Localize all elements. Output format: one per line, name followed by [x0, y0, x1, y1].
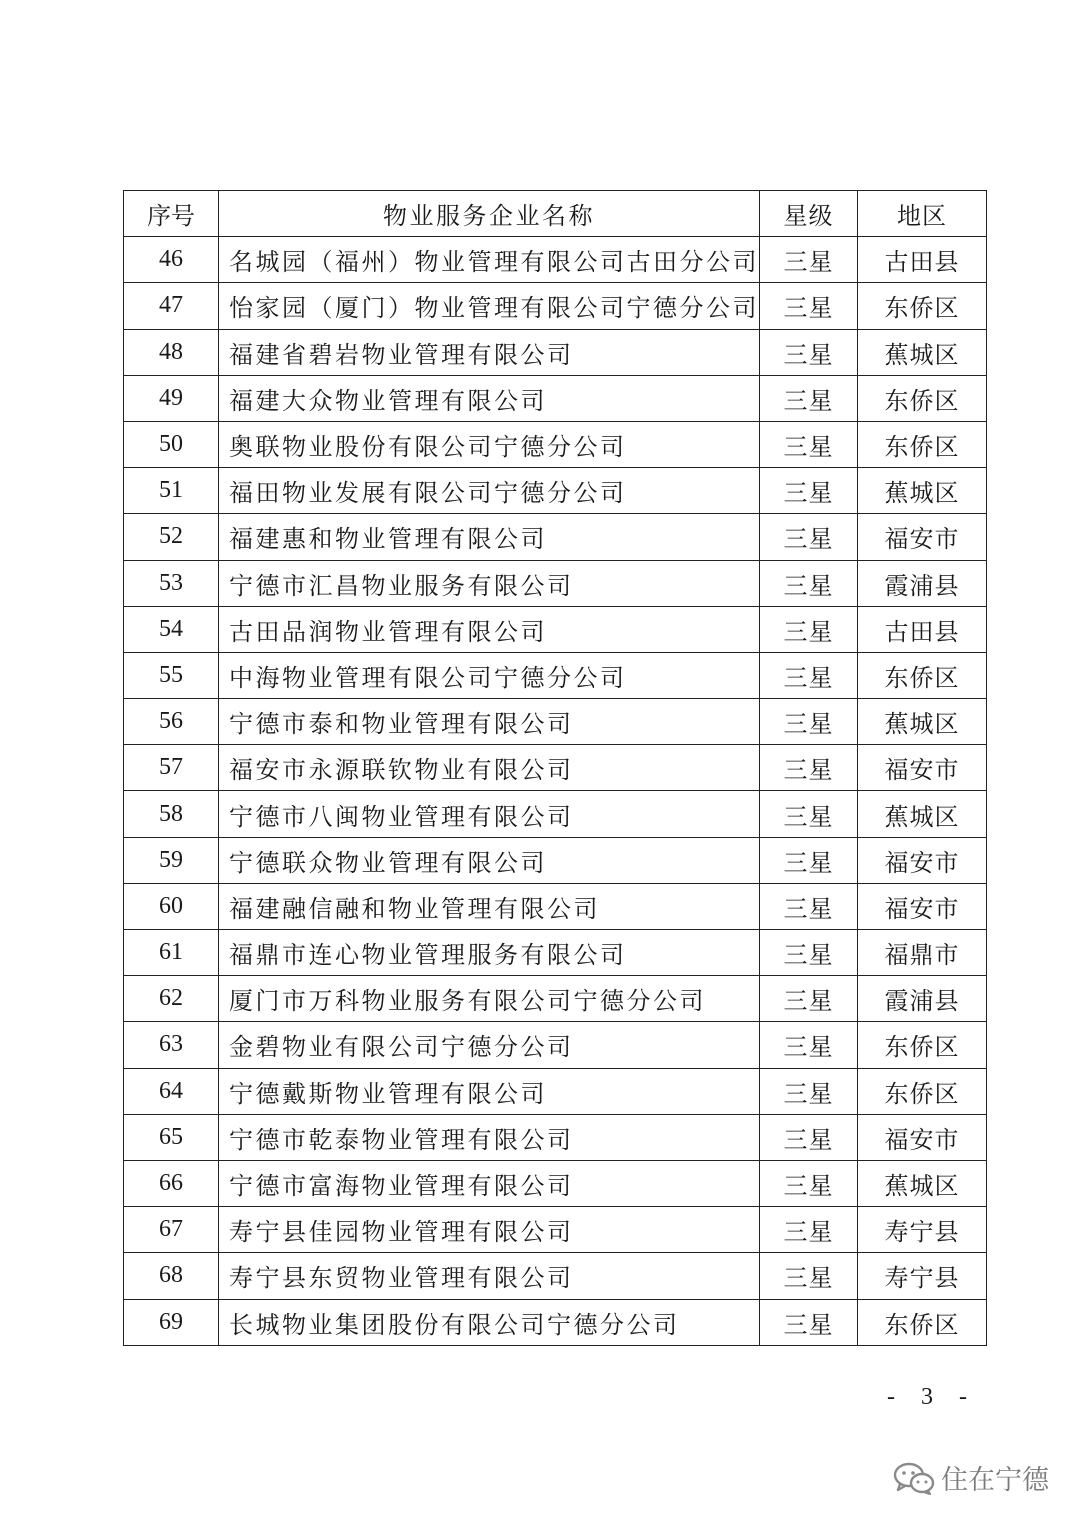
- row-no: 48: [124, 329, 219, 375]
- row-star: 三星: [760, 883, 858, 929]
- row-region: 蕉城区: [858, 1160, 987, 1206]
- row-no: 56: [124, 699, 219, 745]
- table-row: [124, 699, 987, 745]
- table-row: [124, 837, 987, 883]
- row-name: 宁德戴斯物业管理有限公司: [219, 1068, 760, 1114]
- row-region: 东侨区: [858, 421, 987, 467]
- table-row: [124, 1207, 987, 1253]
- row-name: 古田品润物业管理有限公司: [219, 606, 760, 652]
- row-region: 古田县: [858, 606, 987, 652]
- table-body: [124, 237, 987, 1346]
- table-row: [124, 745, 987, 791]
- row-name: 怡家园（厦门）物业管理有限公司宁德分公司: [219, 283, 760, 329]
- table-row: [124, 1299, 987, 1345]
- page-number: - 3 -: [887, 1384, 977, 1410]
- row-name: 金碧物业有限公司宁德分公司: [219, 1022, 760, 1068]
- header-star: 星级: [760, 191, 858, 237]
- row-region: 福安市: [858, 837, 987, 883]
- row-region: 东侨区: [858, 652, 987, 698]
- row-no: 64: [124, 1068, 219, 1114]
- row-no: 68: [124, 1253, 219, 1299]
- row-no: 55: [124, 652, 219, 698]
- row-region: 蕉城区: [858, 699, 987, 745]
- table-row: [124, 1068, 987, 1114]
- row-star: 三星: [760, 1207, 858, 1253]
- row-no: 67: [124, 1207, 219, 1253]
- table-row: [124, 976, 987, 1022]
- table-row: [124, 468, 987, 514]
- row-region: 东侨区: [858, 1299, 987, 1345]
- row-name: 长城物业集团股份有限公司宁德分公司: [219, 1299, 760, 1345]
- table-row: [124, 606, 987, 652]
- row-star: 三星: [760, 606, 858, 652]
- row-no: 53: [124, 560, 219, 606]
- row-name: 寿宁县东贸物业管理有限公司: [219, 1253, 760, 1299]
- watermark-text: 住在宁德: [941, 1465, 1049, 1496]
- row-star: 三星: [760, 976, 858, 1022]
- row-star: 三星: [760, 1299, 858, 1345]
- row-no: 69: [124, 1299, 219, 1345]
- row-region: 福安市: [858, 1114, 987, 1160]
- row-name: 宁德市富海物业管理有限公司: [219, 1160, 760, 1206]
- row-region: 东侨区: [858, 1068, 987, 1114]
- table-row: [124, 652, 987, 698]
- row-name: 名城园（福州）物业管理有限公司古田分公司: [219, 237, 760, 283]
- row-no: 60: [124, 883, 219, 929]
- row-name: 中海物业管理有限公司宁德分公司: [219, 652, 760, 698]
- row-name: 宁德市汇昌物业服务有限公司: [219, 560, 760, 606]
- row-region: 东侨区: [858, 1022, 987, 1068]
- row-no: 52: [124, 514, 219, 560]
- header-region: 地区: [858, 191, 987, 237]
- row-region: 蕉城区: [858, 468, 987, 514]
- row-name: 宁德市八闽物业管理有限公司: [219, 791, 760, 837]
- row-no: 47: [124, 283, 219, 329]
- row-name: 福建惠和物业管理有限公司: [219, 514, 760, 560]
- row-star: 三星: [760, 375, 858, 421]
- row-star: 三星: [760, 468, 858, 514]
- table-row: [124, 1253, 987, 1299]
- table-header-row: [124, 191, 987, 237]
- row-star: 三星: [760, 791, 858, 837]
- row-no: 57: [124, 745, 219, 791]
- row-star: 三星: [760, 930, 858, 976]
- row-region: 蕉城区: [858, 791, 987, 837]
- row-name: 福鼎市连心物业管理服务有限公司: [219, 930, 760, 976]
- row-no: 62: [124, 976, 219, 1022]
- row-region: 福安市: [858, 514, 987, 560]
- row-star: 三星: [760, 837, 858, 883]
- table-row: [124, 1114, 987, 1160]
- table-row: [124, 791, 987, 837]
- table-row: [124, 1022, 987, 1068]
- row-no: 59: [124, 837, 219, 883]
- row-star: 三星: [760, 283, 858, 329]
- row-region: 古田县: [858, 237, 987, 283]
- row-region: 福鼎市: [858, 930, 987, 976]
- table-row: [124, 329, 987, 375]
- row-name: 厦门市万科物业服务有限公司宁德分公司: [219, 976, 760, 1022]
- row-star: 三星: [760, 699, 858, 745]
- row-region: 霞浦县: [858, 976, 987, 1022]
- row-name: 福建大众物业管理有限公司: [219, 375, 760, 421]
- row-no: 46: [124, 237, 219, 283]
- row-star: 三星: [760, 652, 858, 698]
- row-name: 寿宁县佳园物业管理有限公司: [219, 1207, 760, 1253]
- row-region: 东侨区: [858, 375, 987, 421]
- row-no: 54: [124, 606, 219, 652]
- row-star: 三星: [760, 237, 858, 283]
- table-row: [124, 283, 987, 329]
- enterprise-table: [123, 190, 987, 1346]
- header-no: 序号: [124, 191, 219, 237]
- row-no: 50: [124, 421, 219, 467]
- row-star: 三星: [760, 1022, 858, 1068]
- table-row: [124, 421, 987, 467]
- row-star: 三星: [760, 560, 858, 606]
- row-name: 福安市永源联钦物业有限公司: [219, 745, 760, 791]
- row-name: 宁德市泰和物业管理有限公司: [219, 699, 760, 745]
- row-name: 福建省碧岩物业管理有限公司: [219, 329, 760, 375]
- row-region: 寿宁县: [858, 1253, 987, 1299]
- row-no: 58: [124, 791, 219, 837]
- row-no: 49: [124, 375, 219, 421]
- row-region: 东侨区: [858, 283, 987, 329]
- table-row: [124, 514, 987, 560]
- row-name: 宁德联众物业管理有限公司: [219, 837, 760, 883]
- row-region: 福安市: [858, 745, 987, 791]
- wechat-icon: [893, 1461, 935, 1495]
- row-star: 三星: [760, 514, 858, 560]
- row-star: 三星: [760, 329, 858, 375]
- row-no: 51: [124, 468, 219, 514]
- table-row: [124, 1160, 987, 1206]
- row-region: 寿宁县: [858, 1207, 987, 1253]
- header-name: 物业服务企业名称: [219, 191, 760, 237]
- row-star: 三星: [760, 1114, 858, 1160]
- table-row: [124, 237, 987, 283]
- table-row: [124, 930, 987, 976]
- row-name: 宁德市乾泰物业管理有限公司: [219, 1114, 760, 1160]
- row-no: 63: [124, 1022, 219, 1068]
- watermark: [893, 1458, 1049, 1497]
- row-name: 奥联物业股份有限公司宁德分公司: [219, 421, 760, 467]
- row-region: 福安市: [858, 883, 987, 929]
- row-no: 65: [124, 1114, 219, 1160]
- row-no: 61: [124, 930, 219, 976]
- row-region: 蕉城区: [858, 329, 987, 375]
- table-row: [124, 560, 987, 606]
- row-star: 三星: [760, 1068, 858, 1114]
- row-region: 霞浦县: [858, 560, 987, 606]
- table-row: [124, 375, 987, 421]
- row-star: 三星: [760, 745, 858, 791]
- row-no: 66: [124, 1160, 219, 1206]
- table-row: [124, 883, 987, 929]
- row-star: 三星: [760, 1253, 858, 1299]
- row-name: 福建融信融和物业管理有限公司: [219, 883, 760, 929]
- row-star: 三星: [760, 1160, 858, 1206]
- row-name: 福田物业发展有限公司宁德分公司: [219, 468, 760, 514]
- row-star: 三星: [760, 421, 858, 467]
